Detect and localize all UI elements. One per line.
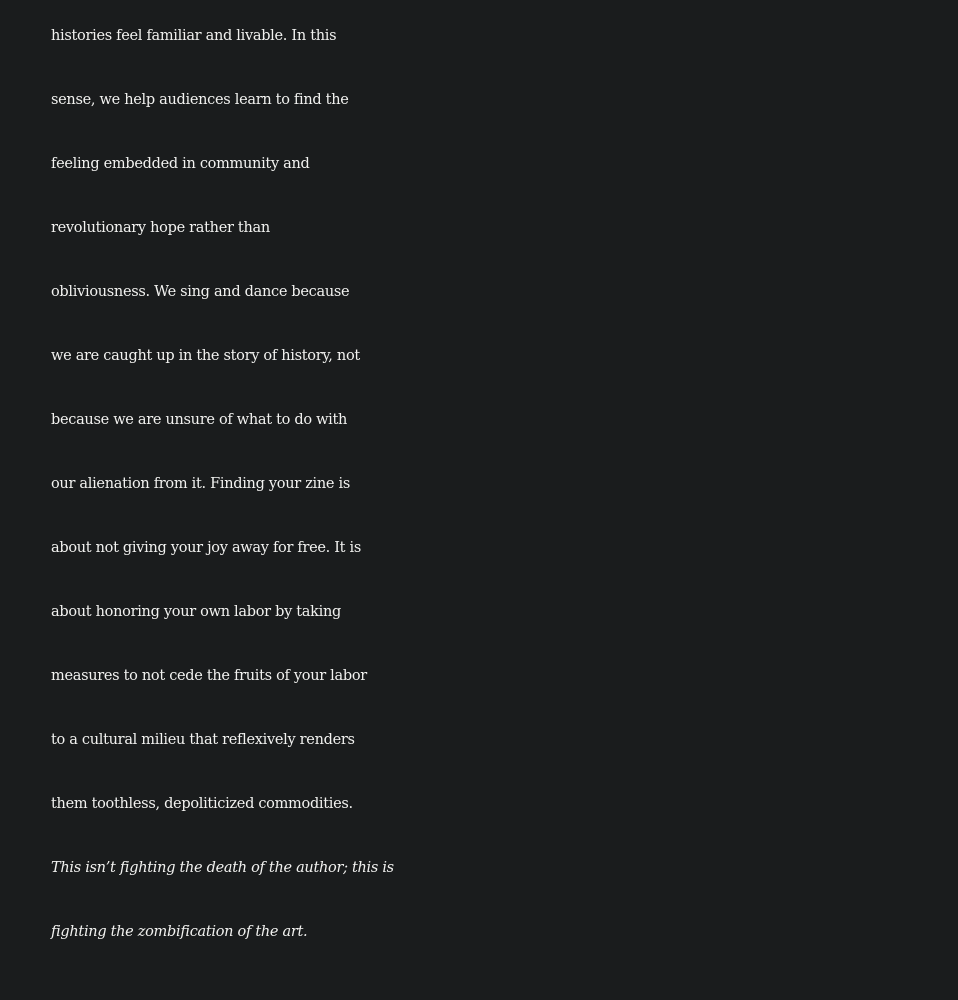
body-line-3: feeling embedded in community and bbox=[51, 156, 310, 172]
body-line-10: about honoring your own labor by taking bbox=[51, 604, 341, 620]
body-line-11: measures to not cede the fruits of your labor bbox=[51, 668, 367, 684]
italic-line-1: This isn’t fighting the death of the author; this is bbox=[51, 860, 394, 876]
body-line-2: sense, we help audiences learn to find the bbox=[51, 92, 349, 108]
italic-line-2: fighting the zombification of the art. bbox=[51, 924, 308, 940]
body-line-13: them toothless, depoliticized commodities. bbox=[51, 796, 353, 812]
body-line-5: obliviousness. We sing and dance because bbox=[51, 284, 350, 300]
body-line-7: because we are unsure of what to do with bbox=[51, 412, 348, 428]
body-line-4: revolutionary hope rather than bbox=[51, 220, 270, 236]
body-line-1: histories feel familiar and livable. In this bbox=[51, 28, 337, 44]
article-body bbox=[51, 4, 951, 964]
body-line-8: our alienation from it. Finding your zine is bbox=[51, 476, 350, 492]
body-line-9: about not giving your joy away for free. It is bbox=[51, 540, 362, 556]
body-line-6: we are caught up in the story of history, not bbox=[51, 348, 360, 364]
body-line-12: to a cultural milieu that reflexively renders bbox=[51, 732, 355, 748]
